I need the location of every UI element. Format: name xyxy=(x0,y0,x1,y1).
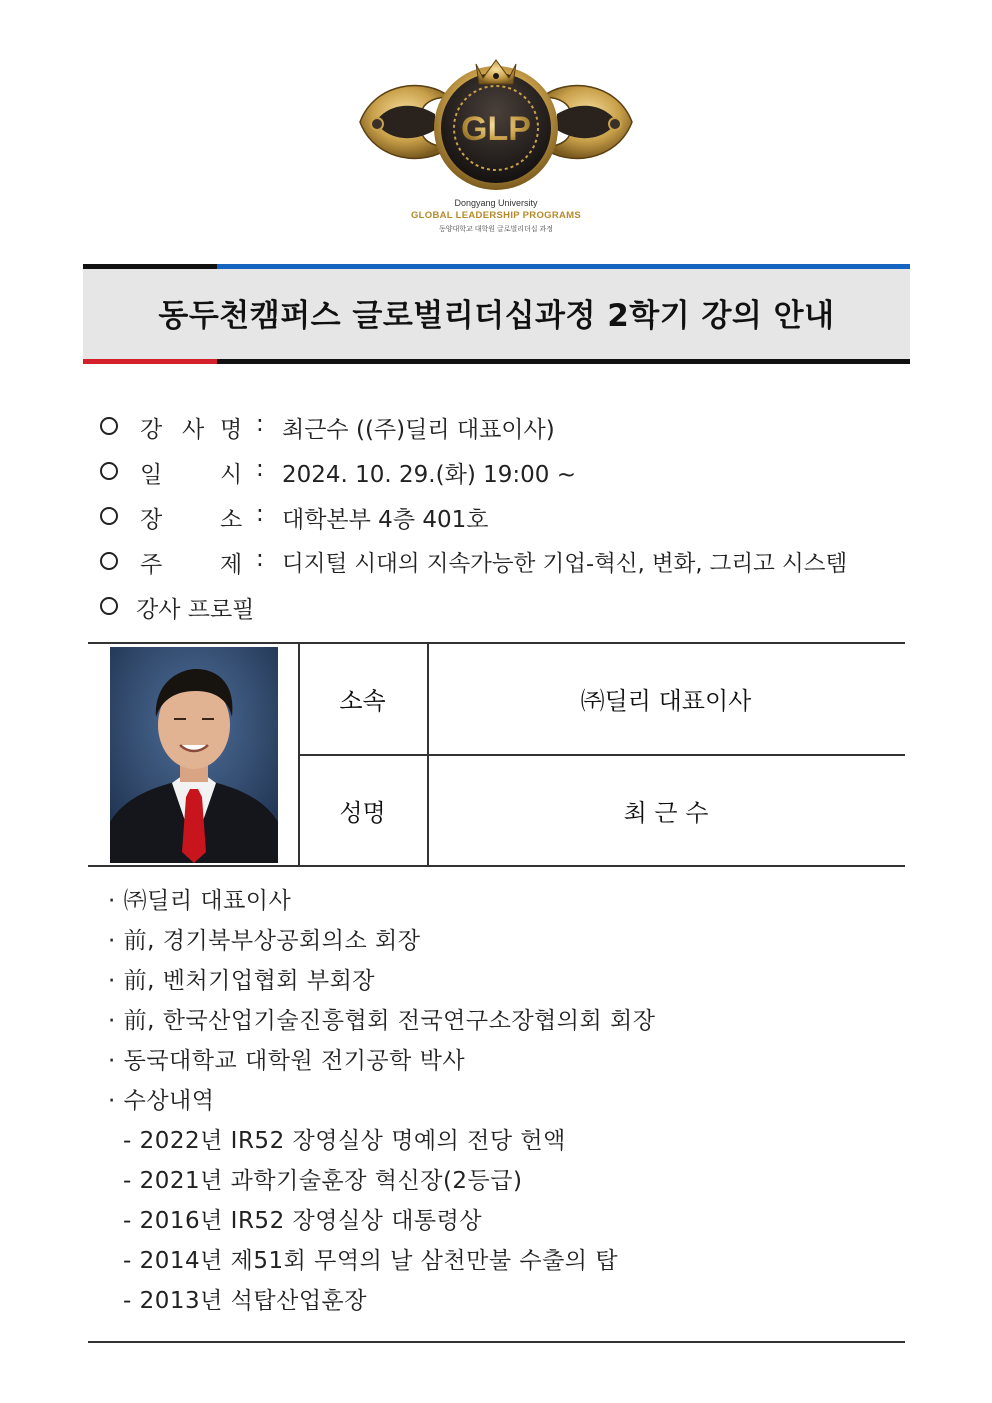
career-item: · 前, 한국산업기술진흥협회 전국연구소장협의회 회장 xyxy=(108,1008,656,1034)
info-label-char: 강 xyxy=(140,417,163,443)
award-item: - 2021년 과학기술훈장 혁신장(2등급) xyxy=(123,1168,523,1194)
banner-bottom-red-bar xyxy=(83,359,217,364)
info-label-char: 명 xyxy=(220,417,243,443)
info-colon: : xyxy=(256,501,264,527)
career-item: · 前, 경기북부상공회의소 회장 xyxy=(108,928,421,954)
career-item: · 동국대학교 대학원 전기공학 박사 xyxy=(108,1048,466,1074)
banner-bottom-black-bar xyxy=(217,359,910,364)
career-item: · ㈜딜리 대표이사 xyxy=(108,888,292,914)
logo-university-name: Dongyang University xyxy=(454,198,538,208)
info-label-char: 주 xyxy=(140,552,163,578)
info-label-char: 시 xyxy=(220,462,243,488)
info-colon: : xyxy=(256,456,264,482)
table-col-divider-1 xyxy=(298,642,300,866)
circle-bullet-icon xyxy=(100,462,118,480)
profile-heading: 강사 프로필 xyxy=(136,597,255,623)
info-colon: : xyxy=(256,546,264,572)
award-item: - 2016년 IR52 장영실상 대통령상 xyxy=(123,1208,483,1234)
circle-bullet-icon xyxy=(100,417,118,435)
award-item: - 2014년 제51회 무역의 날 삼천만불 수출의 탑 xyxy=(123,1248,619,1274)
award-item: - 2013년 석탑산업훈장 xyxy=(123,1288,367,1314)
info-label-char: 장 xyxy=(140,507,163,533)
circle-bullet-icon xyxy=(100,552,118,570)
page-title: 동두천캠퍼스 글로벌리더십과정 2학기 강의 안내 xyxy=(158,298,835,334)
table-top-border xyxy=(88,642,905,644)
instructor-photo xyxy=(110,647,278,863)
table-middle-border xyxy=(298,754,905,756)
circle-bullet-icon xyxy=(100,597,118,615)
table-col-divider-2 xyxy=(427,642,429,866)
glp-logo xyxy=(355,52,637,242)
info-label-char: 사 xyxy=(182,417,205,443)
logo-mark-text: GLP xyxy=(461,110,531,148)
info-label-char: 소 xyxy=(220,507,243,533)
info-value-topic: 디지털 시대의 지속가능한 기업-혁신, 변화, 그리고 시스템 xyxy=(282,551,848,577)
info-value-location: 대학본부 4층 401호 xyxy=(282,507,489,533)
info-value-instructor: 최근수 ((주)딜리 대표이사) xyxy=(282,417,555,443)
banner-top-blue-bar xyxy=(217,264,910,269)
info-value-datetime: 2024. 10. 29.(화) 19:00 ~ xyxy=(282,462,576,488)
banner-top-black-bar xyxy=(83,264,217,269)
career-item: · 前, 벤처기업협회 부회장 xyxy=(108,968,376,994)
career-item: · 수상내역 xyxy=(108,1088,215,1114)
table-value-name: 최 근 수 xyxy=(623,799,709,827)
table-bottom-border xyxy=(88,865,905,867)
glp-emblem-icon xyxy=(355,52,637,197)
info-label-char: 제 xyxy=(220,552,243,578)
logo-korean-subtitle: 동양대학교 대학원 글로벌리더십 과정 xyxy=(438,226,554,233)
circle-bullet-icon xyxy=(100,507,118,525)
table-value-affiliation: ㈜딜리 대표이사 xyxy=(580,687,752,715)
table-header-name: 성명 xyxy=(339,799,386,827)
info-colon: : xyxy=(256,411,264,437)
bottom-divider xyxy=(88,1341,905,1343)
table-header-affiliation: 소속 xyxy=(339,687,386,715)
award-item: - 2022년 IR52 장영실상 명예의 전당 헌액 xyxy=(123,1128,566,1154)
info-label-char: 일 xyxy=(140,462,163,488)
logo-program-name: GLOBAL LEADERSHIP PROGRAMS xyxy=(410,210,582,221)
